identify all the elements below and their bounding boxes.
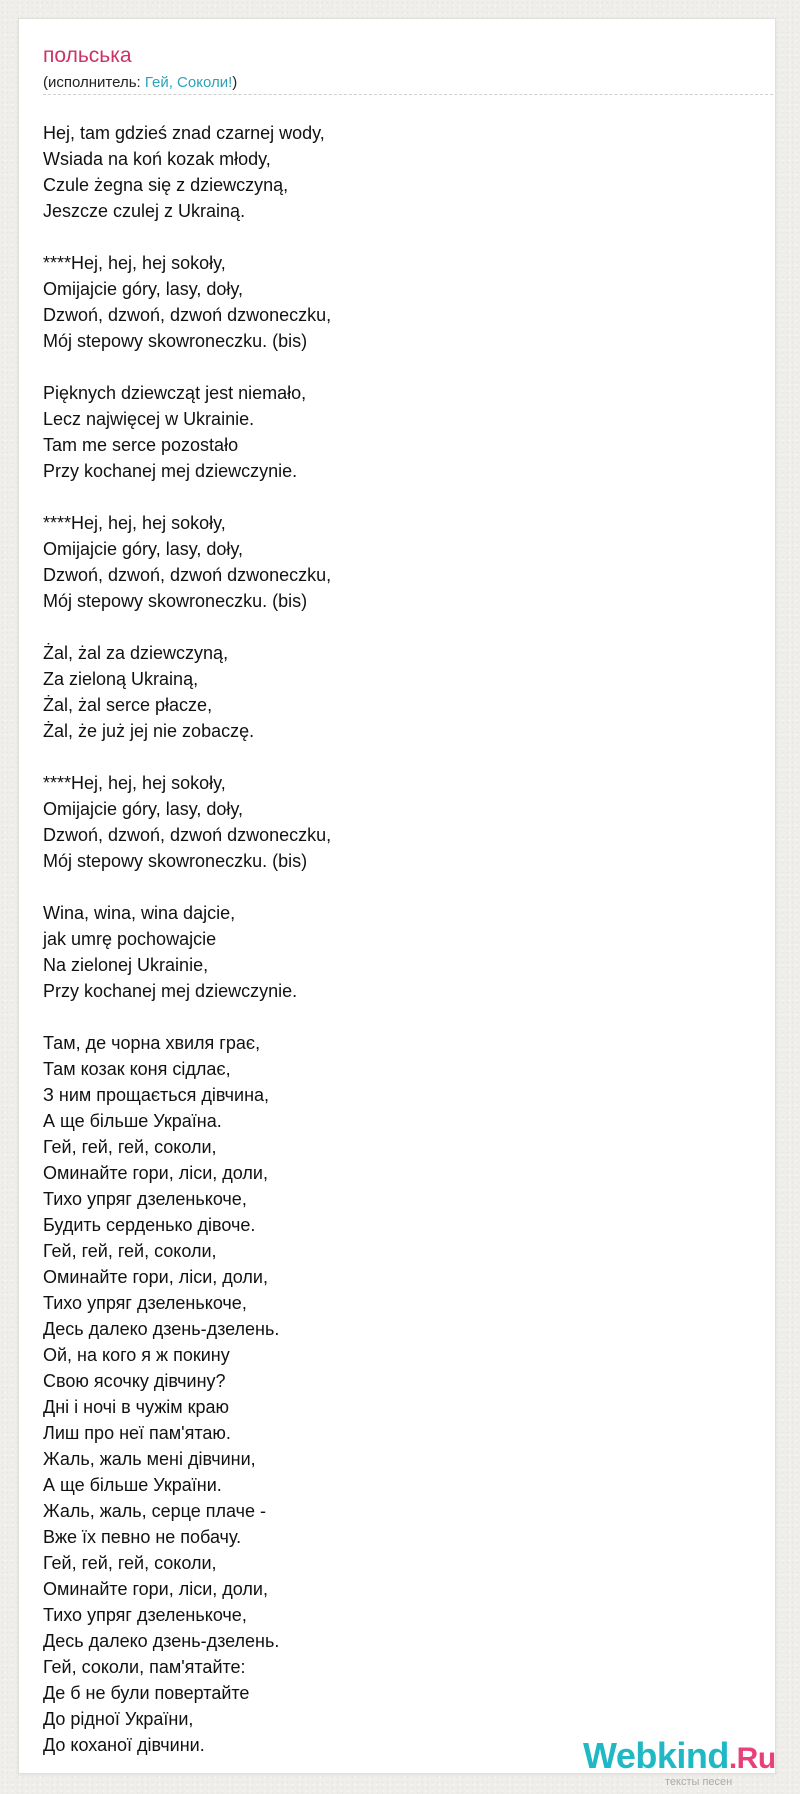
lyric-line: Ой, на кого я ж покину bbox=[43, 1345, 230, 1365]
lyric-line: Żal, żal za dziewczyną, bbox=[43, 643, 229, 663]
lyric-line: Вже їх певно не побачу. bbox=[43, 1527, 242, 1547]
lyric-line bbox=[43, 484, 763, 510]
artist-link[interactable]: Гей, Соколи! bbox=[144, 74, 233, 91]
lyric-line: Dzwoń, dzwoń, dzwoń dzwoneczku, bbox=[43, 565, 332, 585]
lyric-line: Гей, гей, гей, соколи, bbox=[43, 1241, 217, 1261]
lyric-line bbox=[43, 614, 763, 640]
lyric-line: ****Hej, hej, hej sokoły, bbox=[43, 253, 226, 273]
lyric-line: Czule żegna się z dziewczyną, bbox=[43, 175, 289, 195]
lyric-line: Десь далеко дзень-дзелень. bbox=[43, 1631, 280, 1651]
lyric-line: Omijajcie góry, lasy, doły, bbox=[43, 799, 244, 819]
lyric-line: Оминайте гори, ліси, доли, bbox=[43, 1163, 268, 1183]
lyric-line: З ним прощається дівчина, bbox=[43, 1085, 270, 1105]
lyric-line: Omijajcie góry, lasy, doły, bbox=[43, 539, 244, 559]
lyric-line: Lecz najwięcej w Ukrainie. bbox=[43, 409, 255, 429]
lyric-line: Лиш про неї пам'ятаю. bbox=[43, 1423, 231, 1443]
artist-prefix: (исполнитель: bbox=[43, 74, 145, 91]
lyric-line: Там, де чорна хвиля грає, bbox=[43, 1033, 261, 1053]
song-title: польська bbox=[43, 44, 132, 67]
logo-brand: Webkind bbox=[583, 1735, 729, 1776]
lyric-line: До рідної України, bbox=[43, 1709, 194, 1729]
lyric-line: Pięknych dziewcząt jest niemało, bbox=[43, 383, 307, 403]
logo-tld: .Ru bbox=[728, 1742, 776, 1775]
logo-tagline: тексты песен bbox=[665, 1776, 733, 1788]
lyric-line: Dzwoń, dzwoń, dzwoń dzwoneczku, bbox=[43, 305, 332, 325]
logo-wordmark bbox=[583, 1737, 776, 1778]
lyric-line: А ще більше України. bbox=[43, 1475, 222, 1495]
lyric-line: Оминайте гори, ліси, доли, bbox=[43, 1267, 268, 1287]
lyric-line: Тихо упряг дзеленькоче, bbox=[43, 1293, 247, 1313]
lyric-line bbox=[43, 744, 763, 770]
lyric-line: Тихо упряг дзеленькоче, bbox=[43, 1605, 247, 1625]
artist-suffix: ) bbox=[232, 74, 238, 91]
lyric-line: Гей, гей, гей, соколи, bbox=[43, 1553, 217, 1573]
lyric-line: Десь далеко дзень-дзелень. bbox=[43, 1319, 280, 1339]
lyric-line: Jeszcze czulej z Ukrainą. bbox=[43, 201, 246, 221]
lyric-line: Wina, wina, wina dajcie, bbox=[43, 903, 236, 923]
lyrics-body bbox=[43, 120, 763, 1758]
site-logo[interactable] bbox=[583, 1737, 775, 1791]
artist-line bbox=[43, 74, 237, 92]
lyric-line: ****Hej, hej, hej sokoły, bbox=[43, 513, 226, 533]
lyric-line: Hej, tam gdzieś znad czarnej wody, bbox=[43, 123, 325, 143]
lyric-line: Оминайте гори, ліси, доли, bbox=[43, 1579, 268, 1599]
header-divider bbox=[43, 94, 773, 95]
lyric-line: Гей, гей, гей, соколи, bbox=[43, 1137, 217, 1157]
lyric-line: Żal, żal serce płacze, bbox=[43, 695, 213, 715]
lyric-line bbox=[43, 874, 763, 900]
lyric-line: А ще більше Україна. bbox=[43, 1111, 222, 1131]
lyric-line: Тихо упряг дзеленькоче, bbox=[43, 1189, 247, 1209]
lyric-line: Omijajcie góry, lasy, doły, bbox=[43, 279, 244, 299]
lyric-line: Mój stepowy skowroneczku. (bis) bbox=[43, 591, 308, 611]
lyric-line: Mój stepowy skowroneczku. (bis) bbox=[43, 331, 308, 351]
lyric-line: Tam me serce pozostało bbox=[43, 435, 239, 455]
lyric-line: Żal, że już jej nie zobaczę. bbox=[43, 721, 255, 741]
lyric-line: Za zieloną Ukrainą, bbox=[43, 669, 199, 689]
lyric-line bbox=[43, 1004, 763, 1030]
lyric-line: jak umrę pochowajcie bbox=[43, 929, 217, 949]
lyric-line: Свою ясочку дівчину? bbox=[43, 1371, 226, 1391]
lyric-line bbox=[43, 354, 763, 380]
lyric-line: До коханої дівчини. bbox=[43, 1735, 205, 1755]
lyric-line: Wsiada na koń kozak młody, bbox=[43, 149, 271, 169]
lyric-line: Przy kochanej mej dziewczynie. bbox=[43, 461, 298, 481]
lyric-line: Жаль, жаль мені дівчини, bbox=[43, 1449, 256, 1469]
lyric-line: ****Hej, hej, hej sokoły, bbox=[43, 773, 226, 793]
lyric-line: Na zielonej Ukrainie, bbox=[43, 955, 209, 975]
lyric-line: Там козак коня сідлає, bbox=[43, 1059, 231, 1079]
lyric-line: Mój stepowy skowroneczku. (bis) bbox=[43, 851, 308, 871]
lyric-line: Жаль, жаль, серце плаче - bbox=[43, 1501, 267, 1521]
lyrics-card bbox=[18, 18, 776, 1788]
lyric-line: Гей, соколи, пам'ятайте: bbox=[43, 1657, 246, 1677]
lyric-line bbox=[43, 224, 763, 250]
lyric-line: Dzwoń, dzwoń, dzwoń dzwoneczku, bbox=[43, 825, 332, 845]
lyric-line: Przy kochanej mej dziewczynie. bbox=[43, 981, 298, 1001]
lyric-line: Будить серденько дівоче. bbox=[43, 1215, 256, 1235]
lyric-line: Де б не були повертайте bbox=[43, 1683, 250, 1703]
lyric-line: Дні і ночі в чужім краю bbox=[43, 1397, 230, 1417]
